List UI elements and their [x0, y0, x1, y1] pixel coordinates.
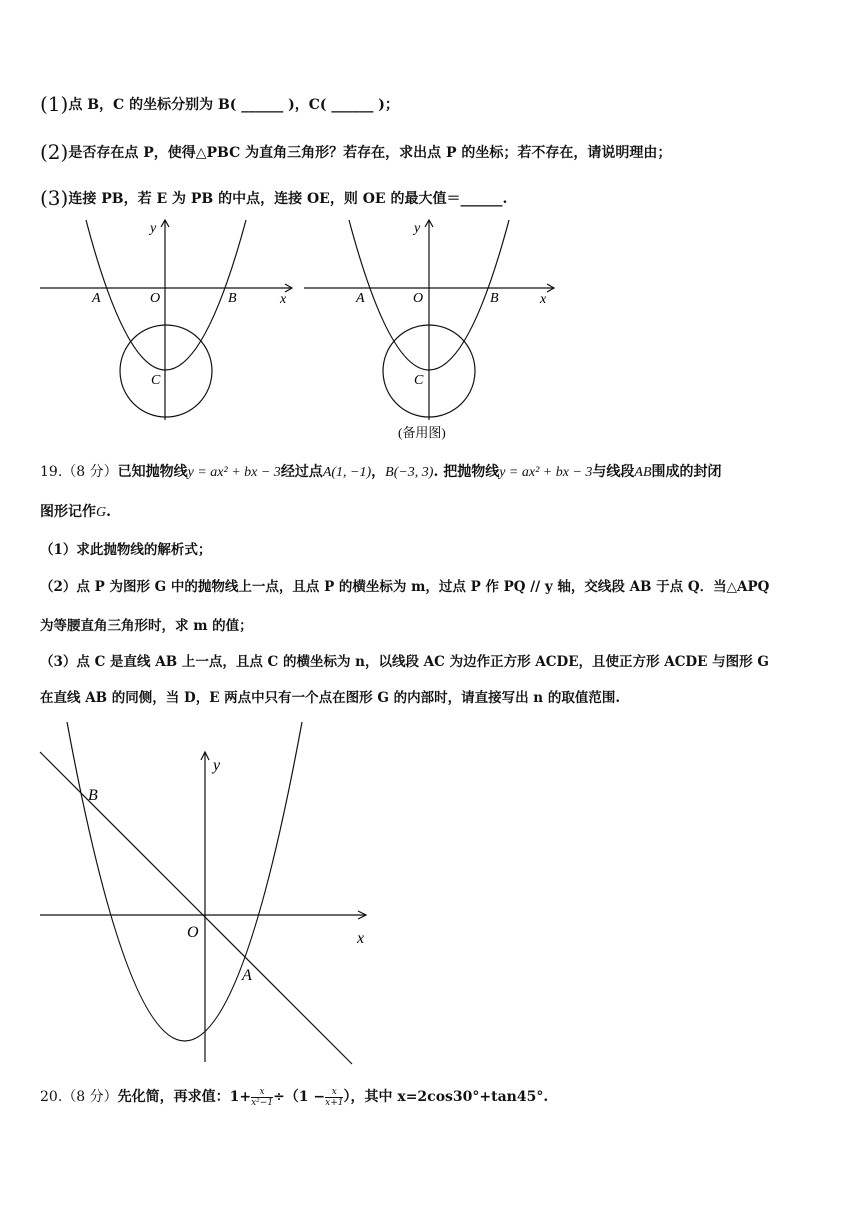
q18-part1-number: (1) [40, 92, 69, 116]
q19-seg-ab: AB [634, 465, 652, 480]
q19-point-b: B(−3, 3) [385, 465, 434, 480]
fig3-x-label: x [357, 930, 365, 947]
fig1-O-label: O [150, 291, 161, 306]
q19-header [40, 461, 722, 481]
fig2-B-label: B [490, 291, 499, 306]
fig1-A-label: A [92, 291, 101, 306]
fig1-C-label: C [151, 373, 161, 388]
fig2-x-label: x [540, 292, 547, 307]
fig1-B-label: B [228, 291, 237, 306]
fig1-y-label: y [150, 221, 157, 236]
q20-frac2-num: x [325, 1087, 343, 1098]
q20-frac2-den: x+1 [325, 1097, 344, 1108]
q19-line2 [40, 501, 111, 521]
q19-part3-line2: 在直线 AB 的同侧，当 D，E 两点中只有一个点在图形 G 的内部时，请直接写出 n 的取值范围. [40, 690, 621, 706]
fig3-A-label: A [242, 967, 252, 984]
q20-header [40, 1086, 548, 1108]
q19-text-d: 与线段 [592, 464, 635, 480]
fig3-y-label: y [213, 757, 221, 774]
q20-text-b: ），其中 x=2cos30°+tan45°. [343, 1089, 549, 1105]
q19-text-a: 已知抛物线 [117, 464, 188, 480]
q19-part2-line1: （2）点 P 为图形 G 中的抛物线上一点，且点 P 的横坐标为 m，过点 P 作 PQ // y 轴，交线段 AB 于点 Q．当△APQ [40, 579, 770, 595]
fig3-B-label: B [88, 787, 98, 804]
q20-div: ÷（1 − [273, 1089, 326, 1105]
backup-figure-caption: (备用图) [398, 425, 446, 440]
q20-number: 20.（8 分） [40, 1089, 118, 1105]
q19-sep: ， [371, 464, 386, 480]
q19-number: 19.（8 分） [40, 464, 118, 480]
q19-text-b: 经过点 [280, 464, 323, 480]
q20-frac1-num: x [251, 1087, 273, 1098]
fig1-x-label: x [280, 292, 287, 307]
q19-line2-a: 图形记作 [40, 504, 96, 520]
q20-frac1-den: x²−1 [251, 1097, 274, 1108]
q19-point-a: A(1, −1) [322, 465, 372, 480]
fig2-A-label: A [356, 291, 365, 306]
fig2-y-label: y [414, 221, 421, 236]
q18-part3-text: 连接 PB，若 E 为 PB 的中点，连接 OE，则 OE 的最大值＝______. [68, 191, 508, 207]
fig2-O-label: O [413, 291, 424, 306]
q20-fraction-1 [251, 1087, 273, 1108]
q19-part3-line1: （3）点 C 是直线 AB 上一点，且点 C 的横坐标为 n，以线段 AC 为边作正方形 ACDE，且使正方形 ACDE 与图形 G [40, 654, 769, 670]
q20-text-a: 先化简，再求值：1+ [117, 1089, 252, 1105]
q19-g: G [96, 505, 107, 520]
q19-part2-line2: 为等腰直角三角形时，求 m 的值； [40, 618, 253, 634]
q19-part1: （1）求此抛物线的解析式； [40, 542, 212, 558]
q18-part2-number: (2) [40, 140, 69, 164]
q19-line2-b: . [106, 504, 111, 520]
q19-equation: y = ax² + bx − 3 [187, 465, 281, 480]
q18-part1-text: 点 B，C 的坐标分别为 B( ______ )，C( ______ )； [68, 97, 399, 113]
q20-fraction-2 [325, 1087, 343, 1108]
q19-text-c: . 把抛物线 [433, 464, 500, 480]
fig3-O-label: O [187, 924, 199, 941]
fig2-C-label: C [414, 373, 424, 388]
q18-part2-text: 是否存在点 P，使得△PBC 为直角三角形？若存在，求出点 P 的坐标；若不存在，请说明理由； [68, 145, 672, 161]
q19-equation-2: y = ax² + bx − 3 [499, 465, 593, 480]
q19-text-e: 围成的封闭 [651, 464, 722, 480]
q18-part3-number: (3) [40, 186, 69, 210]
